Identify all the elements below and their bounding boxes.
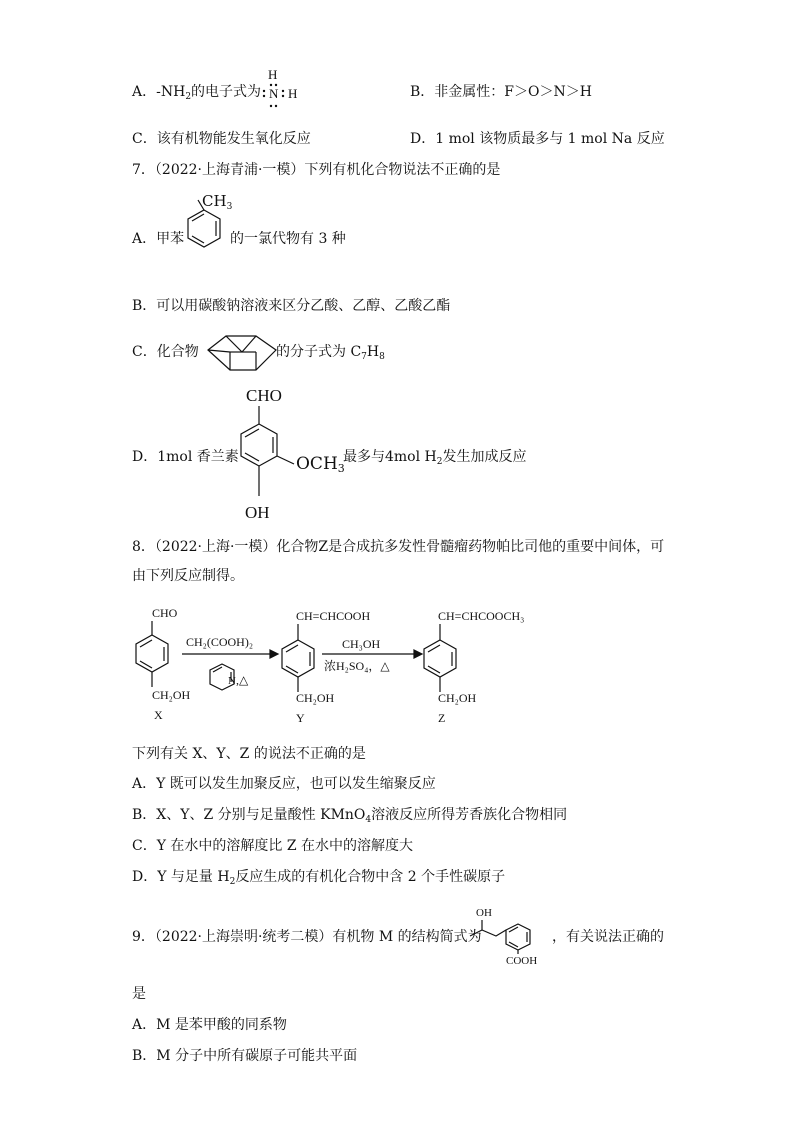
svg-text:H: H <box>268 67 278 82</box>
svg-text:CHO: CHO <box>246 386 282 405</box>
vanillin-structure <box>226 384 356 522</box>
svg-text:CHO: CHO <box>152 606 178 620</box>
svg-text:N: N <box>228 675 236 687</box>
svg-text:OH: OH <box>476 907 492 919</box>
q7-option-c-suffix: 的分子式为 $C_7H_8$ <box>276 344 385 362</box>
svg-text:N: N <box>269 86 279 101</box>
q7-option-a-suffix: 的一氯代物有 3 种 <box>230 231 346 247</box>
q8-option-c: C．Y 在水中的溶解度比 Z 在水中的溶解度大 <box>132 838 414 854</box>
svg-text:CH₂(COOH)₂: CH₂(COOH)₂ <box>186 635 254 649</box>
svg-text:COOH: COOH <box>506 955 538 966</box>
q9-option-b: B．M 分子中所有碳原子可能共平面 <box>132 1048 358 1064</box>
q6-option-d: D．1 mol 该物质最多与 1 mol Na 反应 <box>410 131 665 147</box>
q6-option-a: A．$-NH_2$的电子式为 <box>132 84 262 102</box>
q8-option-a: A．Y 既可以发生加聚反应，也可以发生缩聚反应 <box>132 776 436 792</box>
svg-text:CH₂OH: CH₂OH <box>152 688 190 702</box>
svg-text:H: H <box>288 86 298 101</box>
q7-option-b: B．可以用碳酸钠溶液来区分乙酸、乙醇、乙酸乙酯 <box>132 298 451 314</box>
q7-option-c-prefix: C．化合物 <box>132 344 199 360</box>
q6-option-c: C．该有机物能发生氧化反应 <box>132 131 311 147</box>
q6-option-b: B．非金属性：F＞O＞N＞H <box>410 84 592 100</box>
q9-stem-suffix: ，有关说法正确的 <box>552 929 664 945</box>
q9-stem-end: 是 <box>132 986 146 1002</box>
svg-text:CH=CHCOOCH₃: CH=CHCOOCH₃ <box>438 609 525 623</box>
compound-z-structure <box>412 606 542 724</box>
q8-stem-line2: 由下列反应制得。 <box>132 568 244 584</box>
svg-text:CH₂OH: CH₂OH <box>438 691 477 705</box>
q8-question: 下列有关 X、Y、Z 的说法不正确的是 <box>132 746 366 762</box>
svg-text:Y: Y <box>296 711 305 724</box>
compound-m-structure <box>466 902 556 966</box>
tricyclic-compound-structure <box>204 328 280 378</box>
q9-stem-prefix: 9．（2022·上海崇明·统考二模）有机物 M 的结构简式为 <box>132 929 482 945</box>
q8-option-b: B．X、Y、Z 分别与足量酸性 KMnO$_4$溶液反应所得芳香族化合物相同 <box>132 807 568 825</box>
q7-option-a-prefix: A．甲苯 <box>132 231 185 247</box>
q9-option-a: A．M 是苯甲酸的同系物 <box>132 1017 287 1033</box>
svg-text:,△: ,△ <box>236 673 249 687</box>
svg-text:CH=CHCOOH: CH=CHCOOH <box>296 609 370 623</box>
q7-option-d-suffix: 最多与4mol $H_2$发生加成反应 <box>343 449 527 467</box>
reaction-arrow-1 <box>180 634 280 714</box>
q8-option-d: D．Y 与足量 $H_2$反应生成的有机化合物中含 2 个手性碳原子 <box>132 869 506 887</box>
q7-option-d-prefix: D．1mol 香兰素 <box>132 449 239 465</box>
svg-text:CH₂OH: CH₂OH <box>296 691 335 705</box>
q8-stem-line1: 8．（2022·上海·一模）化合物Z是合成抗多发性骨髓瘤药物帕比司他的重要中间体，可 <box>132 539 665 555</box>
toluene-ch3-label: $CH_3$ <box>202 192 233 212</box>
svg-text:X: X <box>154 708 163 721</box>
vanillin-och3-label: $OCH_3$ <box>296 454 345 475</box>
svg-text:CH₃OH: CH₃OH <box>342 637 381 651</box>
svg-text:OH: OH <box>245 503 270 522</box>
nh2-electron-formula <box>258 66 308 114</box>
svg-text:浓H₂SO₄，△: 浓H₂SO₄，△ <box>324 659 390 673</box>
svg-text:Z: Z <box>438 711 446 724</box>
q7-stem: 7．（2022·上海青浦·一模）下列有机化合物说法不正确的是 <box>132 162 501 178</box>
